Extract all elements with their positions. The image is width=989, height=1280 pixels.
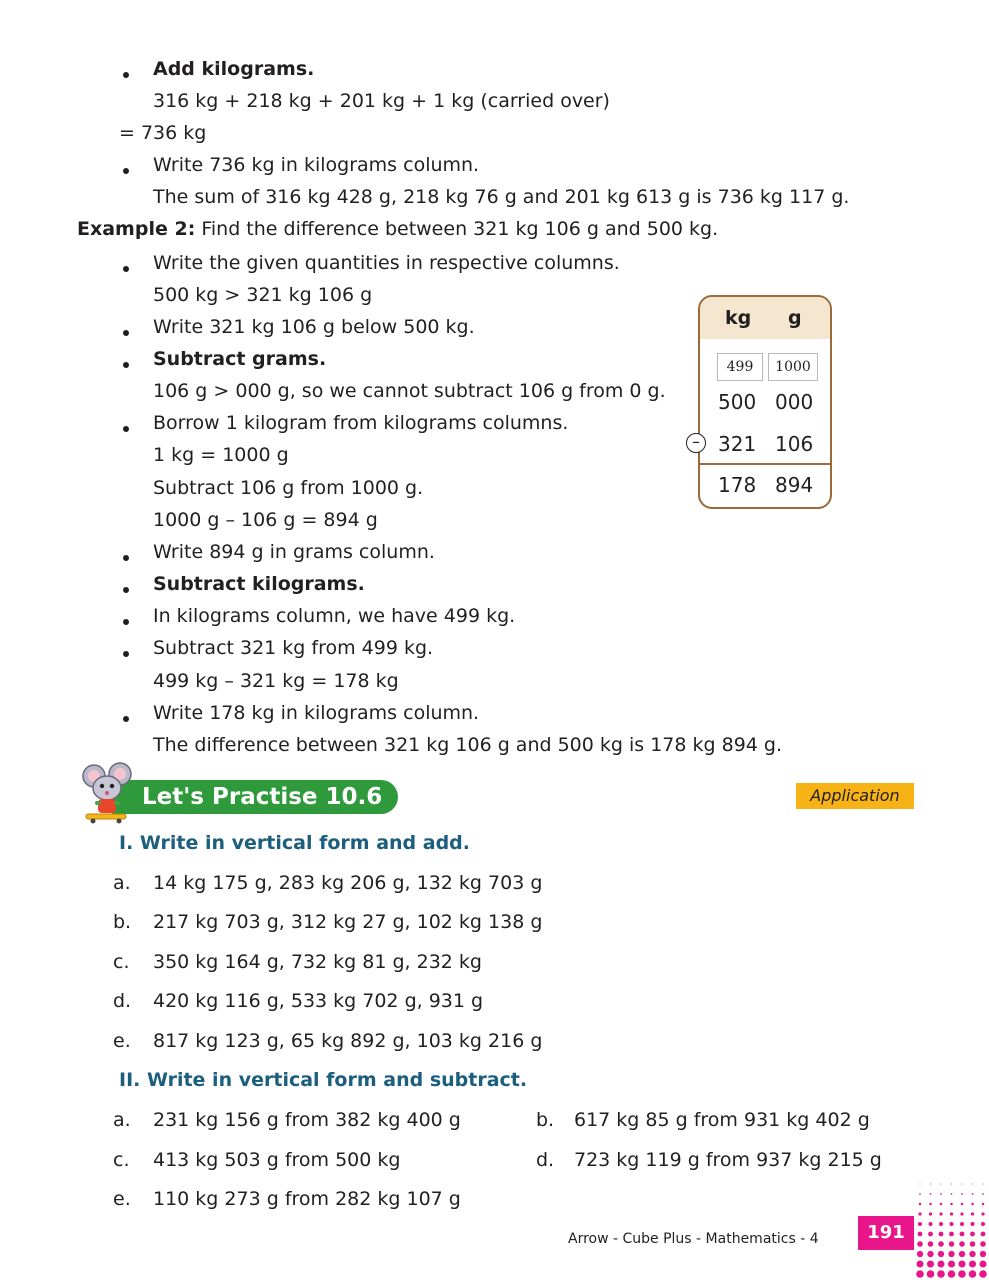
bullet-icon [123, 619, 129, 625]
dot-pattern-dot [972, 1193, 974, 1195]
row2-kg: 321 [718, 432, 757, 456]
dot-pattern-decoration [916, 1180, 989, 1280]
ex2-step: Write 178 kg in kilograms column. [153, 702, 480, 724]
dot-pattern-dot [972, 1184, 973, 1185]
item-letter: e. [113, 1030, 131, 1052]
borrow-kg-box: 499 [717, 353, 763, 381]
example2-heading [77, 217, 718, 241]
dot-pattern-dot [919, 1193, 921, 1195]
dot-pattern-dot [970, 1232, 975, 1237]
dot-pattern-dot [979, 1260, 986, 1267]
dot-pattern-dot [948, 1260, 955, 1267]
item-letter: a. [113, 872, 131, 894]
item-text: 14 kg 175 g, 283 kg 206 g, 132 kg 703 g [153, 872, 543, 894]
dot-pattern-dot [958, 1260, 965, 1267]
list-item [113, 871, 542, 895]
ex2-step: Write 321 kg 106 g below 500 kg. [153, 316, 475, 338]
bullet-icon [123, 266, 129, 272]
list-item [113, 910, 542, 934]
bullet-icon [123, 716, 129, 722]
item-text: 723 kg 119 g from 937 kg 215 g [574, 1149, 882, 1171]
dot-pattern-dot [930, 1184, 931, 1185]
item-letter: b. [113, 911, 132, 933]
dot-pattern-dot [951, 1193, 953, 1195]
bullet-icon [123, 426, 129, 432]
header-kg: kg [725, 307, 752, 329]
dot-pattern-dot [950, 1203, 953, 1206]
ex2-step: 500 kg > 321 kg 106 g [153, 284, 373, 306]
dot-pattern-dot [917, 1241, 923, 1247]
dot-pattern-dot [927, 1270, 935, 1278]
example2-question: Find the difference between 321 kg 106 g and 500 kg. [195, 218, 719, 240]
dot-pattern-dot [917, 1251, 923, 1257]
dot-pattern-dot [919, 1203, 922, 1206]
item-text: 350 kg 164 g, 732 kg 81 g, 232 kg [153, 951, 482, 973]
item-letter: e. [113, 1188, 131, 1210]
dot-pattern-dot [927, 1251, 933, 1257]
dot-pattern-dot [980, 1241, 986, 1247]
kg-g-table [698, 295, 832, 509]
list-item [113, 950, 482, 974]
dot-pattern-dot [938, 1241, 944, 1247]
list-item [113, 1029, 542, 1053]
bullet-icon [123, 330, 129, 336]
dot-pattern-dot [961, 1203, 964, 1206]
dot-pattern-dot [971, 1203, 974, 1206]
dot-pattern-dot [937, 1260, 944, 1267]
ex2-step: Subtract 106 g from 1000 g. [153, 477, 424, 499]
mouse-mascot-icon [78, 762, 138, 824]
dot-pattern-dot [969, 1260, 976, 1267]
ex2-step: Subtract 321 kg from 499 kg. [153, 637, 434, 659]
row2-g: 106 [775, 432, 814, 456]
bullet-icon [123, 72, 129, 78]
bullet-icon [123, 587, 129, 593]
dot-pattern-dot [981, 1232, 986, 1237]
book-footer: Arrow - Cube Plus - Mathematics - 4 [568, 1231, 819, 1247]
dot-pattern-dot [961, 1193, 963, 1195]
item-letter: d. [536, 1149, 555, 1171]
item-text: 420 kg 116 g, 533 kg 702 g, 931 g [153, 990, 484, 1012]
application-tag: Application [796, 783, 914, 809]
dot-pattern-dot [949, 1222, 953, 1226]
dot-pattern-dot [929, 1203, 932, 1206]
ex2-step: Subtract grams. [153, 348, 327, 370]
section2-heading: II. Write in vertical form and subtract. [119, 1069, 528, 1091]
practice-title: Let's Practise 10.6 [112, 780, 398, 814]
dot-pattern-dot [939, 1222, 943, 1226]
dot-pattern-dot [970, 1222, 974, 1226]
item-letter: b. [536, 1109, 555, 1131]
dot-pattern-dot [960, 1232, 965, 1237]
dot-pattern-dot [918, 1212, 921, 1215]
ex2-step: Borrow 1 kilogram from kilograms columns. [153, 412, 569, 434]
ex2-step: 106 g > 000 g, so we cannot subtract 106 g from 0 g. [153, 380, 666, 402]
ex2-step: 1000 g – 106 g = 894 g [153, 509, 378, 531]
dot-pattern-dot [981, 1212, 984, 1215]
dot-pattern-dot [940, 1193, 942, 1195]
dot-pattern-dot [937, 1270, 945, 1278]
dot-pattern-dot [969, 1270, 977, 1278]
example2-label: Example 2: [77, 218, 196, 240]
dot-pattern-dot [928, 1232, 933, 1237]
item-text: 217 kg 703 g, 312 kg 27 g, 102 kg 138 g [153, 911, 543, 933]
step-add-kg-title: Add kilograms. [153, 58, 315, 80]
dot-pattern-dot [958, 1270, 966, 1278]
item-letter: c. [113, 951, 130, 973]
item-text: 413 kg 503 g from 500 kg [153, 1149, 401, 1171]
dot-pattern-dot [951, 1184, 952, 1185]
list-item [113, 1187, 461, 1211]
dot-pattern-dot [930, 1193, 932, 1195]
dot-pattern-dot [929, 1212, 932, 1215]
borrow-g-box: 1000 [768, 353, 818, 381]
sum-statement: The sum of 316 kg 428 g, 218 kg 76 g and 201 kg 613 g is 736 kg 117 g. [153, 186, 850, 208]
ex2-step: Write the given quantities in respective columns. [153, 252, 620, 274]
dot-pattern-dot [960, 1212, 963, 1215]
dot-pattern-dot [928, 1222, 932, 1226]
ex2-step: 1 kg = 1000 g [153, 444, 289, 466]
dot-pattern-dot [971, 1212, 974, 1215]
row1-g: 000 [775, 390, 814, 414]
dot-pattern-dot [920, 1184, 921, 1185]
dot-pattern-dot [941, 1184, 942, 1185]
dot-pattern-dot [918, 1222, 922, 1226]
dot-pattern-dot [918, 1232, 923, 1237]
ex2-step: In kilograms column, we have 499 kg. [153, 605, 516, 627]
item-letter: c. [113, 1149, 130, 1171]
dot-pattern-dot [969, 1251, 975, 1257]
bullet-icon [123, 362, 129, 368]
dot-pattern-dot [959, 1241, 965, 1247]
item-letter: d. [113, 990, 132, 1012]
section1-heading: I. Write in vertical form and add. [119, 832, 470, 854]
result-kg: 178 [718, 473, 757, 497]
item-text: 110 kg 273 g from 282 kg 107 g [153, 1188, 461, 1210]
dot-pattern-dot [982, 1203, 985, 1206]
dot-pattern-dot [949, 1241, 955, 1247]
item-text: 231 kg 156 g from 382 kg 400 g [153, 1109, 461, 1131]
dot-pattern-dot [960, 1222, 964, 1226]
dot-pattern-dot [928, 1241, 934, 1247]
ex2-step: The difference between 321 kg 106 g and 500 kg is 178 kg 894 g. [153, 734, 783, 756]
item-text: 617 kg 85 g from 931 kg 402 g [574, 1109, 870, 1131]
dot-pattern-dot [916, 1270, 924, 1278]
header-g: g [788, 307, 802, 329]
dot-pattern-dot [938, 1251, 944, 1257]
ex2-step: 499 kg – 321 kg = 178 kg [153, 670, 399, 692]
list-item [113, 1108, 461, 1132]
dot-pattern-dot [950, 1212, 953, 1215]
list-item [113, 989, 483, 1013]
dot-pattern-dot [980, 1251, 986, 1257]
dot-pattern-dot [983, 1184, 984, 1185]
dot-pattern-dot [927, 1260, 934, 1267]
dot-pattern-dot [940, 1203, 943, 1206]
bullet-icon [123, 651, 129, 657]
table-header [700, 297, 830, 339]
dot-pattern-dot [939, 1232, 944, 1237]
dot-pattern-dot [949, 1232, 954, 1237]
dot-pattern-dot [948, 1270, 956, 1278]
step-add-kg-result: = 736 kg [119, 122, 207, 144]
dot-pattern-dot [981, 1222, 985, 1226]
dot-pattern-dot [948, 1251, 954, 1257]
list-item [113, 1148, 400, 1172]
page-number: 191 [858, 1216, 914, 1250]
step-add-kg-expr: 316 kg + 218 kg + 201 kg + 1 kg (carried over) [153, 90, 610, 112]
row1-kg: 500 [718, 390, 757, 414]
dot-pattern-dot [970, 1241, 976, 1247]
dot-pattern-dot [939, 1212, 942, 1215]
dot-pattern-dot [959, 1251, 965, 1257]
dot-pattern-dot [916, 1260, 923, 1267]
step-write-kg: Write 736 kg in kilograms column. [153, 154, 480, 176]
dot-pattern-dot [982, 1193, 984, 1195]
dot-pattern-dot [962, 1184, 963, 1185]
ex2-step: Write 894 g in grams column. [153, 541, 435, 563]
item-letter: a. [113, 1109, 131, 1131]
item-text: 817 kg 123 g, 65 kg 892 g, 103 kg 216 g [153, 1030, 543, 1052]
bullet-icon [123, 168, 129, 174]
list-item [536, 1148, 882, 1172]
minus-sign-icon: – [686, 433, 706, 453]
ex2-step: Subtract kilograms. [153, 573, 365, 595]
bullet-icon [123, 555, 129, 561]
result-divider [700, 463, 830, 465]
result-g: 894 [775, 473, 814, 497]
dot-pattern-dot [979, 1270, 987, 1278]
list-item [536, 1108, 870, 1132]
